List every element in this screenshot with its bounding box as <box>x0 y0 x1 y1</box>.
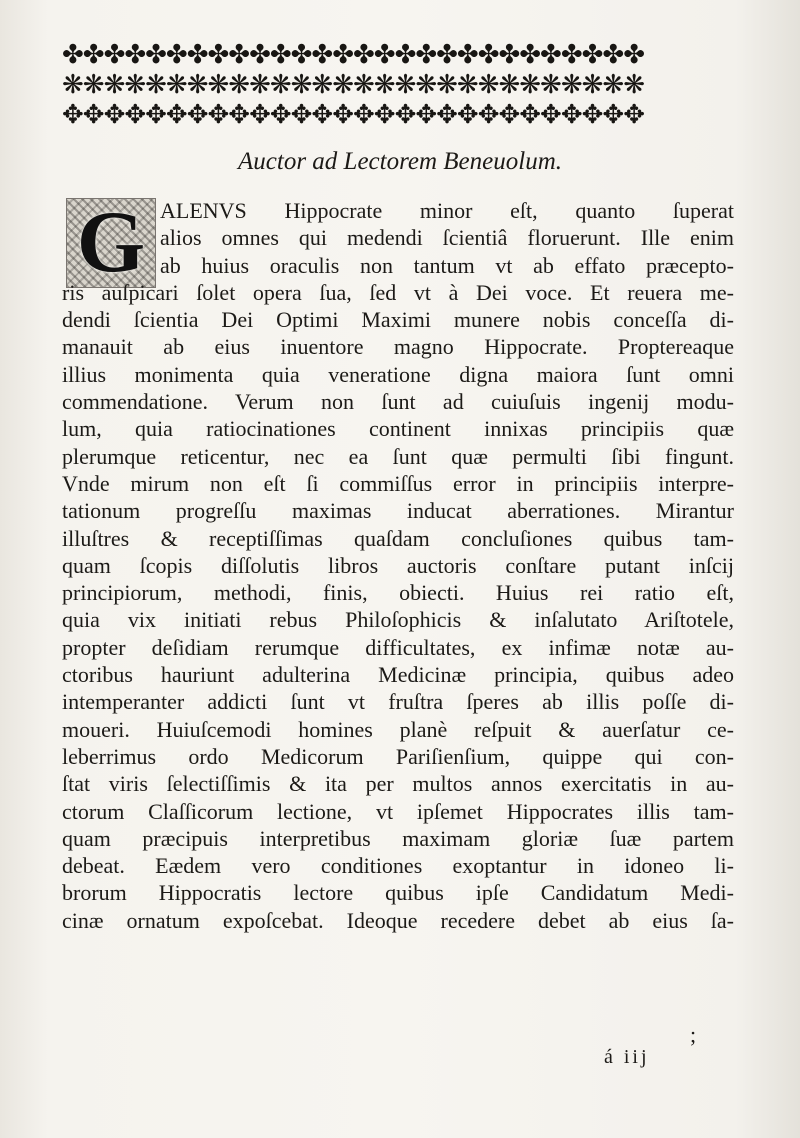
text-line: plerumque reticentur, nec ea ſunt quæ permulti ſibi fingunt. <box>62 443 734 469</box>
text-line: dendi ſcientia Dei Optimi Maximi munere nobis conceſſa di- <box>62 307 734 333</box>
text-line: illius monimenta quia veneratione digna maiora ſunt omni <box>62 361 734 387</box>
text-line: lum, quia ratiocinationes continent innixas principiis quæ <box>62 416 734 442</box>
text-line: ſtat viris ſelectiſſimis & ita per multos annos exercitatis in au- <box>62 771 734 797</box>
text-line: tationum progreſſu maximas inducat aberrationes. Mirantur <box>62 498 734 524</box>
text-line: cinæ ornatum expoſcebat. Ideoque recedere debet ab eius ſa- <box>62 907 734 933</box>
ornament-row-2: ❋❋❋❋❋❋❋❋❋❋❋❋❋❋❋❋❋❋❋❋❋❋❋❋❋❋❋❋ <box>62 70 644 100</box>
text-line: commendatione. Verum non ſunt ad cuiuſuis ingenij modu- <box>62 389 734 415</box>
text-line: illuſtres & receptiſſimas quaſdam concluſiones quibus tam- <box>62 525 734 551</box>
text-line: quam præcipuis interpretibus maximam gloriæ ſuæ partem <box>62 825 734 851</box>
text-line: brorum Hippocratis lectore quibus ipſe Candidatum Medi- <box>62 880 734 906</box>
text-line: Vnde mirum non eſt ſi commiſſus error in principiis interpre- <box>62 470 734 496</box>
text-line: debeat. Eædem vero conditiones exoptantur in idoneo li- <box>62 853 734 879</box>
text-line: ctoribus hauriunt adulterina Medicinæ principia, quibus adeo <box>62 662 734 688</box>
catchword: ; <box>690 1022 697 1047</box>
text-line: intemperanter addicti ſunt vt fruſtra ſperes ab illis poſſe di- <box>62 689 734 715</box>
ornament-row-1: ✤✤✤✤✤✤✤✤✤✤✤✤✤✤✤✤✤✤✤✤✤✤✤✤✤✤✤✤ <box>62 40 644 70</box>
initial-letter: G <box>76 194 146 291</box>
text-line: quam ſcopis diſſolutis libros auctoris conſtare putant inſcij <box>62 552 734 578</box>
text-line: ab huius oraculis non tantum vt ab effato præcepto- <box>160 252 734 278</box>
text-line: moueri. Huiuſcemodi homines planè reſpuit & auerſatur ce- <box>62 716 734 742</box>
text-line: manauit ab eius inuentore magno Hippocrate. Proptereaque <box>62 334 734 360</box>
headpiece-ornament <box>62 40 732 132</box>
text-line: quia vix initiati rebus Philoſophicis & inſalutato Ariſtotele, <box>62 607 734 633</box>
text-line: alios omnes qui medendi ſcientiâ floruerunt. Ille enim <box>160 225 734 251</box>
body-text <box>62 194 734 934</box>
page-heading: Auctor ad Lectorem Beneuolum. <box>238 148 562 175</box>
text-line: ris auſpicari ſolet opera ſua, ſed vt à Dei voce. Et reuera me- <box>62 279 734 305</box>
text-line: propter deſidiam rerumque difficultates, ex infimæ notæ au- <box>62 634 734 660</box>
text-line: ALENVS Hippocrate minor eſt, quanto ſuperat <box>160 198 734 223</box>
ornament-row-3: ✥✥✥✥✥✥✥✥✥✥✥✥✥✥✥✥✥✥✥✥✥✥✥✥✥✥✥✥ <box>62 100 644 130</box>
text-line: principiorum, methodi, finis, obiecti. Huius rei ratio eſt, <box>62 580 734 606</box>
text-line: leberrimus ordo Medicorum Pariſienſium, quippe qui con- <box>62 743 734 769</box>
signature-mark: á iij <box>604 1046 650 1068</box>
text-line: ctorum Claſſicorum lectione, vt ipſemet Hippocrates illis tam- <box>62 798 734 824</box>
